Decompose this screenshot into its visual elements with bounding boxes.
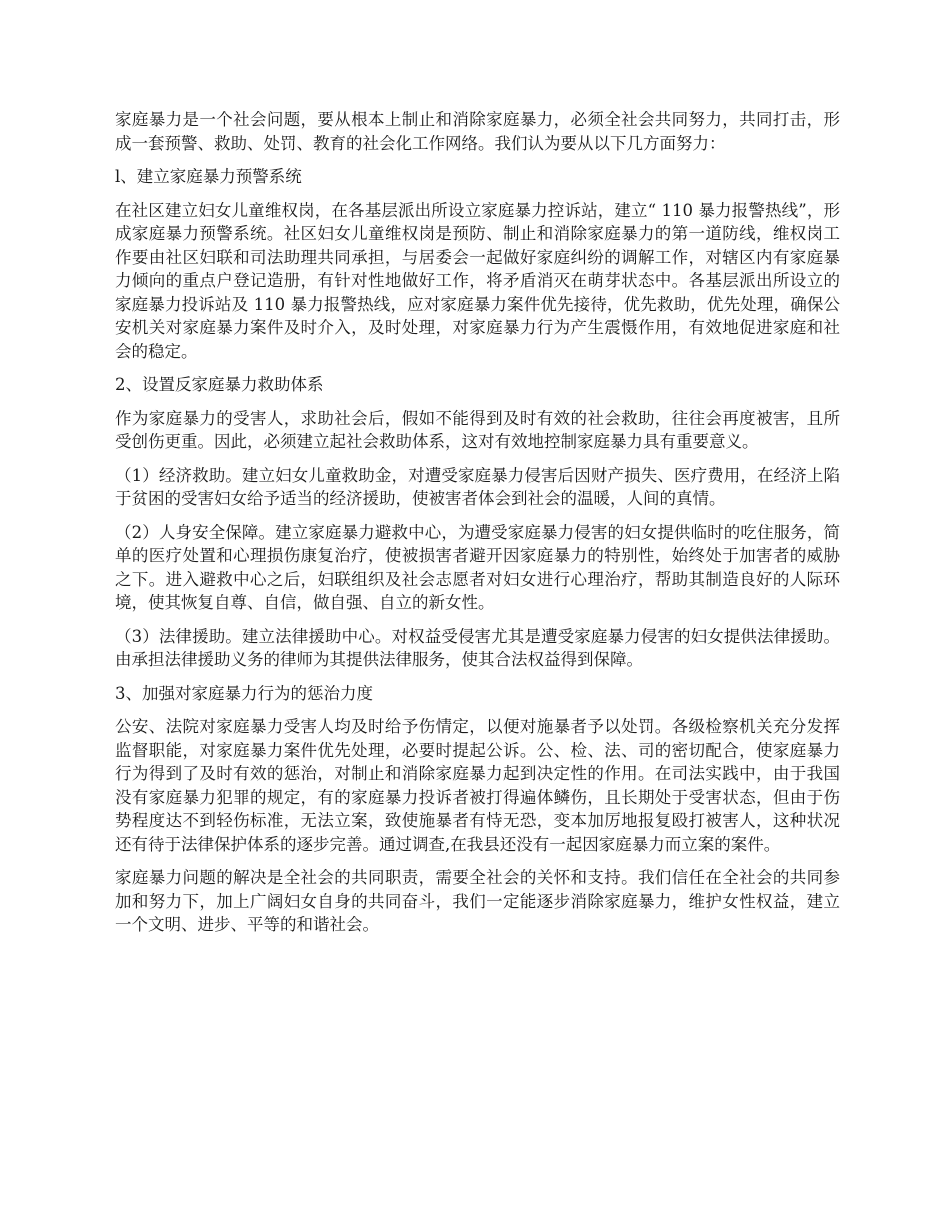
legal-aid-paragraph: （3）法律援助。建立法律援助中心。对权益受侵害尤其是遭受家庭暴力侵害的妇女提供法律援助。由承担法律援助义务的律师为其提供法律服务，使其合法权益得到保障。 <box>115 626 840 669</box>
section-heading-3: 3、加强对家庭暴力行为的惩治力度 <box>115 683 373 703</box>
document-body <box>115 108 840 947</box>
intro-paragraph: 家庭暴力是一个社会问题，要从根本上制止和消除家庭暴力，必须全社会共同努力，共同打击，形成一套预警、救助、处罚、教育的社会化工作网络。我们认为要从以下几方面努力： <box>115 110 840 153</box>
conclusion-paragraph: 家庭暴力问题的解决是全社会的共同职责，需要全社会的关怀和支持。我们信任在全社会的共同参加和努力下，加上广阔妇女自身的共同奋斗，我们一定能逐步消除家庭暴力，维护女性权益，建立一个文明、进步、平等的和谐社会。 <box>115 868 840 934</box>
section-1-paragraph: 在社区建立妇女儿童维权岗，在各基层派出所设立家庭暴力控诉站，建立“ 110 暴力报警热线”，形成家庭暴力预警系统。社区妇女儿童维权岗是预防、制止和消除家庭暴力的第一道防线，维权岗工作要由社区妇联和司法助理共同承担，与居委会一起做好家庭纠纷的调解工作，对辖区内有家庭暴力倾向的重点户登记造册，有针对性地做好工作，将矛盾消灭在萌芽状态中。各基层派出所设立的家庭暴力投诉站及 110 暴力报警热线，应对家庭暴力案件优先接待，优先救助，优先处理，确保公安机关对家庭暴力案件及时介入，及时处理，对家庭暴力行为产生震慑作用，有效地促进家庭和社会的稳定。 <box>115 200 840 361</box>
personal-safety-paragraph: （2）人身安全保障。建立家庭暴力避救中心，为遭受家庭暴力侵害的妇女提供临时的吃住服务，简单的医疗处置和心理损伤康复治疗，使被损害者避开因家庭暴力的特别性，始终处于加害者的威胁之下。进入避救中心之后，妇联组织及社会志愿者对妇女进行心理治疗，帮助其制造良好的人际环境，使其恢复自尊、自信，做自强、自立的新女性。 <box>115 522 840 612</box>
section-heading-1: l、建立家庭暴力预警系统 <box>115 167 302 186</box>
section-3-paragraph: 公安、法院对家庭暴力受害人均及时给予伤情定，以便对施暴者予以处罚。各级检察机关充分发挥监督职能，对家庭暴力案件优先处理，必要时提起公诉。公、检、法、司的密切配合，使家庭暴力行为得到了及时有效的惩治，对制止和消除家庭暴力起到决定性的作用。在司法实践中，由于我国没有家庭暴力犯罪的规定，有的家庭暴力投诉者被打得遍体鳞伤，且长期处于受害状态，但由于伤势程度达不到轻伤标准，无法立案，致使施暴者有恃无恐，变本加厉地报复殴打被害人，这种状况还有待于法律保护体系的逐步完善。通过调查,在我县还没有一起因家庭暴力而立案的案件。 <box>115 717 840 854</box>
section-2-paragraph: 作为家庭暴力的受害人，求助社会后，假如不能得到及时有效的社会救助，往往会再度被害，且所受创伤更重。因此，必须建立起社会救助体系，这对有效地控制家庭暴力具有重要意义。 <box>115 408 840 451</box>
section-heading-2: 2、设置反家庭暴力救助体系 <box>115 375 324 394</box>
economic-aid-paragraph: （1）经济救助。建立妇女儿童救助金，对遭受家庭暴力侵害后因财产损失、医疗费用，在经济上陷于贫困的受害妇女给予适当的经济援助，使被害者体会到社会的温暖，人间的真情。 <box>115 465 840 508</box>
